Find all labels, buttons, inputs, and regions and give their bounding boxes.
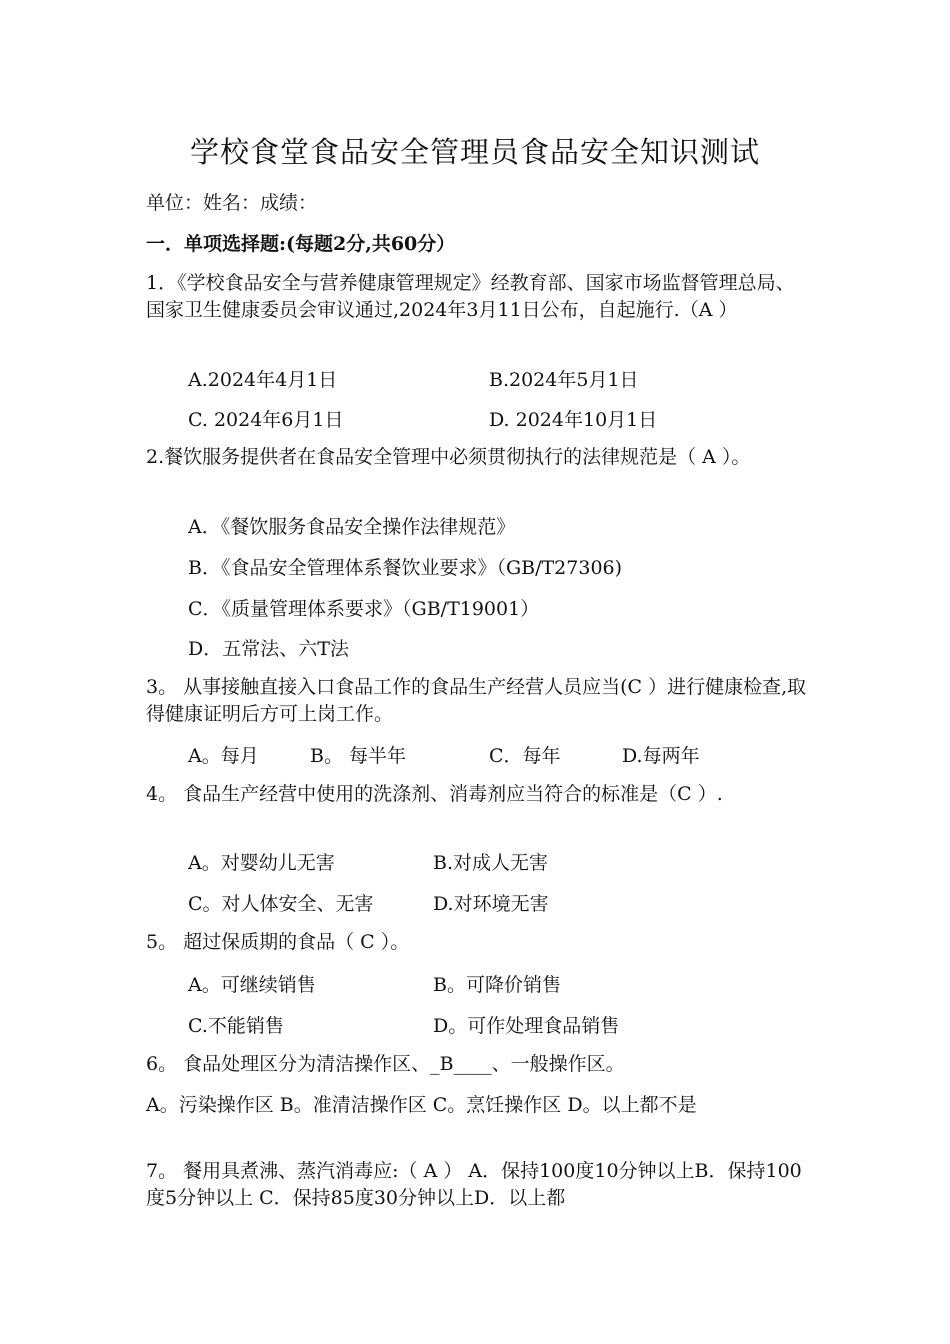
header-info: 单位：姓名：成绩： bbox=[146, 192, 318, 214]
q3-option-a: A。每月 bbox=[188, 745, 259, 767]
q1-option-b: B.2024年5月1日 bbox=[489, 369, 639, 391]
section-heading: 一．单项选择题:(每题2分,共60分） bbox=[146, 233, 456, 255]
q3-option-d: D.每两年 bbox=[622, 745, 700, 767]
q3-option-c: C．每年 bbox=[489, 745, 561, 767]
q4-option-c: C。对人体安全、无害 bbox=[188, 893, 374, 915]
question-5: 5。 超过保质期的食品（ C ）。 bbox=[146, 931, 410, 953]
q6-options: A。污染操作区 B。准清洁操作区 C。烹饪操作区 D。以上都不是 bbox=[146, 1094, 697, 1116]
question-2: 2.餐饮服务提供者在食品安全管理中必须贯彻执行的法律规范是（ A ）。 bbox=[146, 446, 751, 468]
q1-option-d: D. 2024年10月1日 bbox=[489, 409, 658, 431]
q3-option-b: B。 每半年 bbox=[310, 745, 407, 767]
q2-option-d: D．五常法、六T法 bbox=[188, 638, 349, 660]
q5-option-b: B。可降价销售 bbox=[433, 974, 561, 996]
q5-option-c: C.不能销售 bbox=[188, 1015, 284, 1037]
q5-option-a: A。可继续销售 bbox=[188, 974, 316, 996]
q4-option-b: B.对成人无害 bbox=[433, 852, 549, 874]
q4-option-d: D.对环境无害 bbox=[433, 893, 549, 915]
q4-option-a: A。对婴幼儿无害 bbox=[188, 852, 335, 874]
question-4: 4。 食品生产经营中使用的洗涤剂、消毒剂应当符合的标准是（C ）. bbox=[146, 783, 723, 805]
question-6: 6。 食品处理区分为清洁操作区、_B____、一般操作区。 bbox=[146, 1053, 625, 1075]
q2-option-a: A．《餐饮服务食品安全操作法律规范》 bbox=[188, 516, 516, 538]
question-3: 3。 从事接触直接入口食品工作的食品生产经营人员应当(C ）进行健康检查,取得健康证明后方可上岗工作。 bbox=[146, 676, 807, 725]
q1-option-a: A.2024年4月1日 bbox=[188, 369, 338, 391]
q2-option-b: B．《食品安全管理体系餐饮业要求》（GB/T27306) bbox=[188, 557, 623, 579]
question-7: 7。 餐用具煮沸、蒸汽消毒应:（ A ） A．保持100度10分钟以上B．保持100度5分钟以上 C．保持85度30分钟以上D．以上都 bbox=[146, 1160, 802, 1209]
page-title: 学校食堂食品安全管理员食品安全知识测试 bbox=[189, 135, 760, 169]
q5-option-d: D。可作处理食品销售 bbox=[433, 1015, 620, 1037]
q2-option-c: C．《质量管理体系要求》（GB/T19001） bbox=[188, 598, 540, 620]
question-1: 1．《学校食品安全与营养健康管理规定》经教育部、国家市场监督管理总局、国家卫生健康委员会审议通过,2024年3月11日公布，自起施行.（A ） bbox=[146, 272, 795, 321]
q1-option-c: C. 2024年6月1日 bbox=[188, 409, 344, 431]
